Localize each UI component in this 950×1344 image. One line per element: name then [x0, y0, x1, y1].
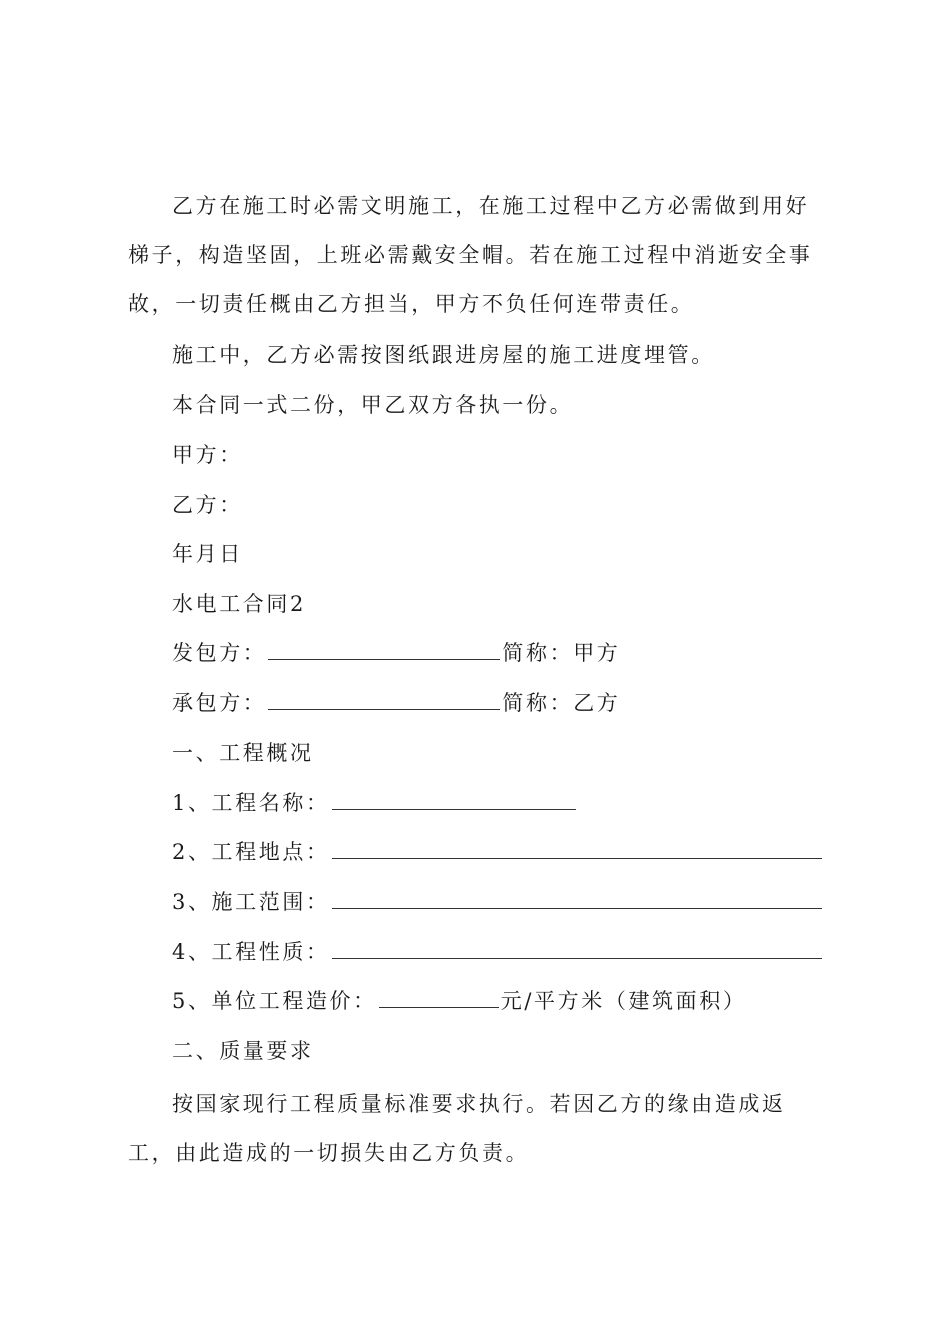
- project-name-row: [172, 788, 578, 818]
- issuer-label: 发包方：: [172, 641, 267, 665]
- contractor-blank-field[interactable]: [268, 689, 500, 710]
- project-nature-label: 4、工程性质：: [172, 940, 330, 964]
- project-nature-blank-field[interactable]: [332, 938, 822, 959]
- date-label: 年月日: [172, 542, 243, 566]
- project-name-label: 1、工程名称：: [172, 791, 330, 815]
- issuer-row: [172, 638, 620, 668]
- contractor-row: [172, 688, 620, 718]
- unit-cost-row: [172, 986, 746, 1016]
- construction-scope-blank-field[interactable]: [332, 888, 822, 909]
- contractor-abbreviation: 简称：乙方: [502, 691, 621, 715]
- quality-requirement-paragraph: 按国家现行工程质量标准要求执行。若因乙方的缘由造成返工，由此造成的一切损失由乙方负责。: [128, 1092, 786, 1165]
- party-b-signature-label: 乙方：: [172, 493, 243, 517]
- project-nature-row: [172, 937, 824, 967]
- project-location-row: [172, 837, 824, 867]
- section-two-heading: 二、质量要求: [172, 1039, 314, 1063]
- issuer-blank-field[interactable]: [268, 639, 500, 660]
- issuer-abbreviation: 简称：甲方: [502, 641, 621, 665]
- construction-scope-row: [172, 887, 824, 917]
- unit-cost-unit: 元/平方米（建筑面积）: [500, 989, 747, 1013]
- copies-clause-paragraph: 本合同一式二份，甲乙双方各执一份。: [172, 393, 574, 417]
- project-location-label: 2、工程地点：: [172, 840, 330, 864]
- section-one-heading: 一、工程概况: [172, 741, 314, 765]
- contractor-label: 承包方：: [172, 691, 267, 715]
- party-a-signature-label: 甲方：: [172, 443, 243, 467]
- project-location-blank-field[interactable]: [332, 838, 822, 859]
- piping-clause-paragraph: 施工中，乙方必需按图纸跟进房屋的施工进度埋管。: [172, 343, 715, 367]
- contract-title: 水电工合同2: [172, 592, 306, 616]
- safety-clause-paragraph: 乙方在施工时必需文明施工，在施工过程中乙方必需做到用好梯子，构造坚固，上班必需戴安全帽。若在施工过程中消逝安全事故，一切责任概由乙方担当，甲方不负任何连带责任。: [128, 194, 813, 316]
- construction-scope-label: 3、施工范围：: [172, 890, 330, 914]
- unit-cost-blank-field[interactable]: [379, 987, 499, 1008]
- unit-cost-label: 5、单位工程造价：: [172, 989, 377, 1013]
- project-name-blank-field[interactable]: [332, 789, 576, 810]
